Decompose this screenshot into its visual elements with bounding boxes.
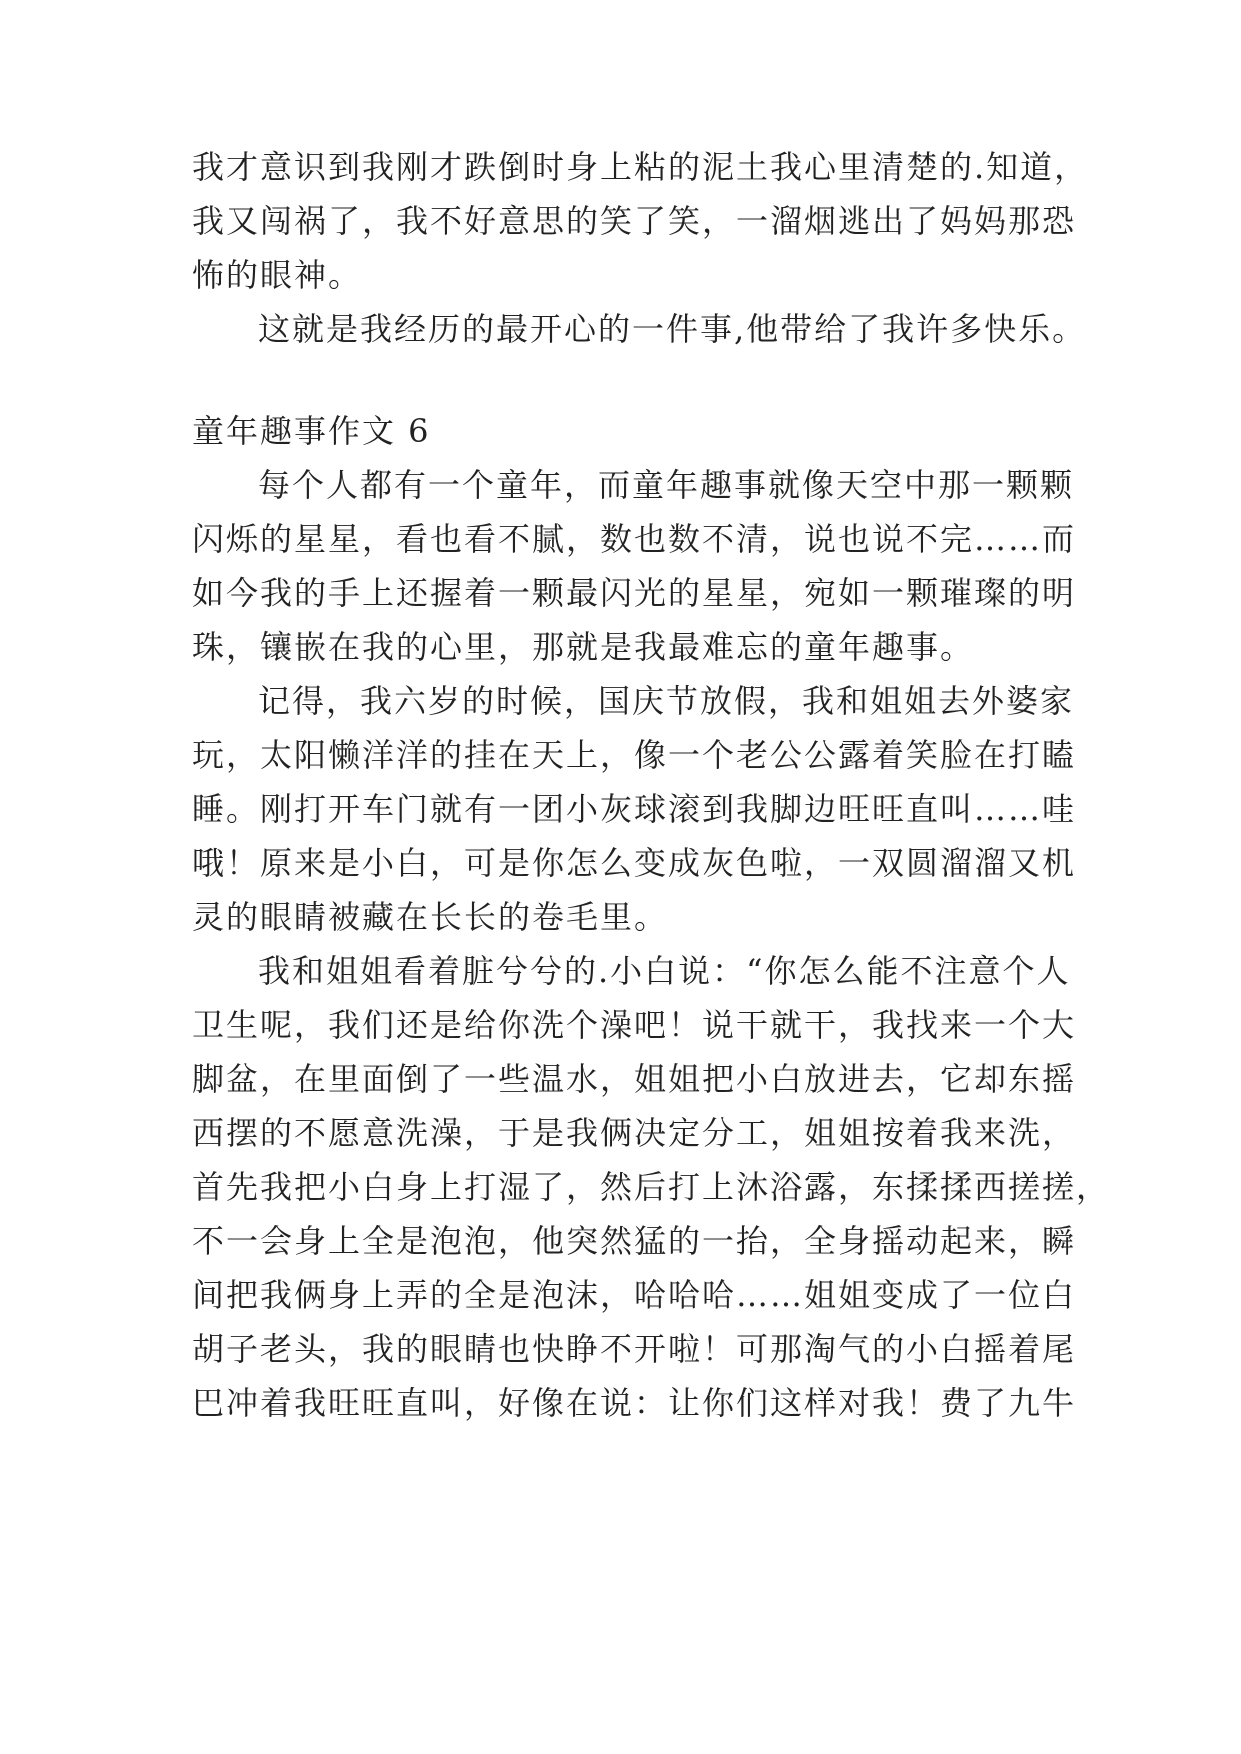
text-line: 巴冲着我旺旺直叫，好像在说：让你们这样对我！费了九牛 — [192, 1384, 1077, 1422]
paragraph-3 — [192, 458, 1077, 674]
text-line: 我和姐姐看着脏兮兮的.小白说：“你怎么能不注意个人 — [258, 952, 1071, 990]
section-heading — [192, 404, 1052, 458]
text-line: 怖的眼神。 — [192, 256, 363, 294]
text-line: 睡。刚打开车门就有一团小灰球滚到我脚边旺旺直叫……哇 — [192, 790, 1077, 828]
text-line: 玩，太阳懒洋洋的挂在天上，像一个老公公露着笑脸在打瞌 — [192, 736, 1077, 774]
text-line: 西摆的不愿意洗澡，于是我俩决定分工，姐姐按着我来洗， — [192, 1114, 1077, 1152]
heading-text: 童年趣事作文 6 — [192, 412, 431, 450]
text-line: 这就是我经历的最开心的一件事,他带给了我许多快乐。 — [258, 310, 1087, 348]
paragraph-5 — [192, 944, 1111, 1430]
text-line: 间把我俩身上弄的全是泡沫，哈哈哈……姐姐变成了一位白 — [192, 1276, 1077, 1314]
text-line: 记得，我六岁的时候，国庆节放假，我和姐姐去外婆家 — [258, 682, 1075, 720]
text-line: 我又闯祸了，我不好意思的笑了笑，一溜烟逃出了妈妈那恐 — [192, 202, 1077, 240]
document-page — [192, 140, 1111, 1430]
text-line: 卫生呢，我们还是给你洗个澡吧！说干就干，我找来一个大 — [192, 1006, 1077, 1044]
text-line: 哦！原来是小白，可是你怎么变成灰色啦，一双圆溜溜又机 — [192, 844, 1077, 882]
text-line: 首先我把小白身上打湿了，然后打上沐浴露，东揉揉西搓搓， — [192, 1168, 1111, 1206]
text-line: 不一会身上全是泡泡，他突然猛的一抬，全身摇动起来，瞬 — [192, 1222, 1077, 1260]
paragraph-1 — [192, 140, 1089, 302]
text-line: 每个人都有一个童年，而童年趣事就像天空中那一颗颗 — [258, 466, 1075, 504]
text-line: 珠，镶嵌在我的心里，那就是我最难忘的童年趣事。 — [192, 628, 975, 666]
text-line: 脚盆，在里面倒了一些温水，姐姐把小白放进去，它却东摇 — [192, 1060, 1077, 1098]
paragraph-4 — [192, 674, 1077, 944]
text-line: 如今我的手上还握着一颗最闪光的星星，宛如一颗璀璨的明 — [192, 574, 1077, 612]
text-line: 胡子老头，我的眼睛也快睁不开啦！可那淘气的小白摇着尾 — [192, 1330, 1077, 1368]
text-line: 闪烁的星星，看也看不腻，数也数不清，说也说不完……而 — [192, 520, 1077, 558]
text-line: 我才意识到我刚才跌倒时身上粘的泥土我心里清楚的.知道， — [192, 148, 1089, 186]
paragraph-2 — [192, 302, 1087, 356]
section-spacer — [192, 356, 1052, 404]
text-line: 灵的眼睛被藏在长长的卷毛里。 — [192, 898, 669, 936]
